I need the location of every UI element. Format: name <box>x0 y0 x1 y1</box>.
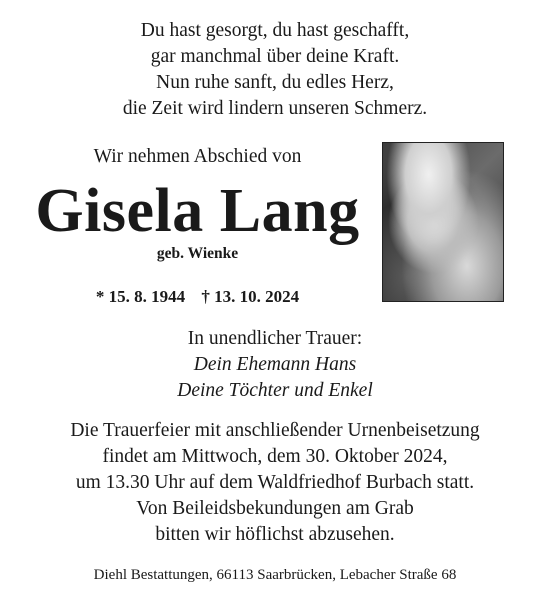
poem-line: Nun ruhe sanft, du edles Herz, <box>156 72 394 93</box>
mourners-heading: In unendlicher Trauer: <box>187 328 363 349</box>
deceased-name: Gisela Lang <box>35 177 360 245</box>
life-dates <box>0 286 395 308</box>
funeral-home-footer: Diehl Bestattungen, 66113 Saarbrücken, Lebacher Straße 68 <box>93 567 457 583</box>
info-line: Von Beileidsbekundungen am Grab <box>136 498 414 519</box>
maiden-name: geb. Wienke <box>156 245 239 262</box>
poem-line: gar manchmal über deine Kraft. <box>150 46 400 67</box>
info-line: bitten wir höflichst abzusehen. <box>155 524 395 545</box>
portrait-photo <box>382 142 504 302</box>
info-line: Die Trauerfeier mit anschließender Urnenbeisetzung <box>70 420 480 441</box>
death-date: † 13. 10. 2024 <box>201 287 300 306</box>
poem <box>0 18 550 122</box>
mourner-line: Deine Töchter und Enkel <box>177 380 373 401</box>
poem-line: die Zeit wird lindern unseren Schmerz. <box>122 98 428 119</box>
farewell-intro: Wir nehmen Abschied von <box>93 146 302 167</box>
birth-date: * 15. 8. 1944 <box>95 287 186 306</box>
funeral-info <box>0 418 550 548</box>
mourners-block <box>0 326 550 404</box>
info-line: findet am Mittwoch, dem 30. Oktober 2024, <box>102 446 448 467</box>
mourner-line: Dein Ehemann Hans <box>193 354 357 375</box>
info-line: um 13.30 Uhr auf dem Waldfriedhof Burbach statt. <box>75 472 475 493</box>
poem-line: Du hast gesorgt, du hast geschafft, <box>140 20 410 41</box>
